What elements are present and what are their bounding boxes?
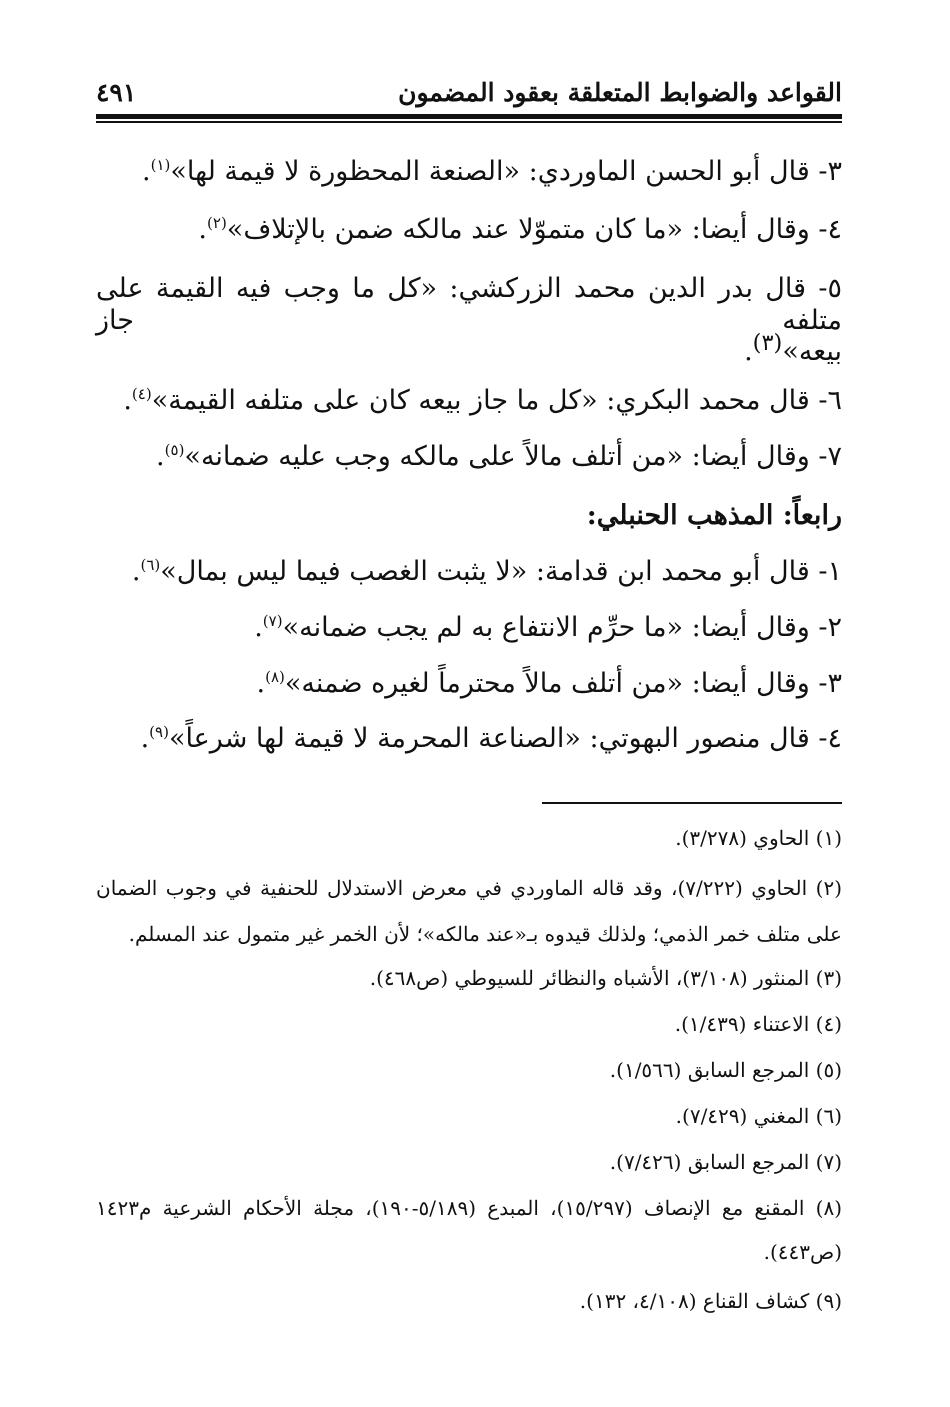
footnote: (٩) كشاف القناع (٤/١٠٨، ١٣٢).	[579, 1289, 842, 1313]
footnote: (١) الحاوي (٣/٢٧٨).	[675, 826, 842, 850]
page-header	[96, 74, 842, 110]
footnote: (٤) الاعتناء (١/٤٣٩).	[674, 1012, 842, 1036]
quote-line: ١- قال أبو محمد ابن قدامة: «لا يثبت الغصب فيما ليس بمال»$^{(٦)}$.	[131, 556, 842, 587]
header-rule-thick	[96, 114, 842, 119]
footnote-ref: (٤)	[131, 385, 152, 403]
footnote-continuation: على متلف خمر الذمي؛ ولذلك قيدوه بـ«عند مالكه»؛ لأن الخمر غير متمول عند المسلم.	[128, 922, 842, 946]
quote-line: ٣- قال أبو الحسن الماوردي: «الصنعة المحظورة لا قيمة لها»$^{(١)}$.	[142, 156, 842, 187]
page-number: ٤٩١	[96, 77, 137, 107]
footnote: (٥) المرجع السابق (١/٥٦٦).	[609, 1058, 842, 1082]
section-heading: رابعاً: المذهب الحنبلي:	[586, 500, 842, 531]
footnote-ref: (٢)	[207, 214, 227, 232]
quote-line-continuation: بيعه»$^{(٣)}$.	[744, 330, 842, 367]
quote-line: ٧- وقال أيضا: «من أتلف مالاً على مالكه وجب عليه ضمانه»$^{(٥)}$.	[156, 441, 842, 472]
footnote-ref: (١)	[150, 156, 171, 174]
footnote: (٣) المنثور (٣/١٠٨)، الأشباه والنظائر للسيوطي (ص٤٦٨).	[369, 966, 842, 990]
header-rule-thin	[96, 121, 842, 123]
footnote-ref: (٦)	[140, 556, 161, 574]
quote-line: ٥- قال بدر الدين محمد الزركشي: «كل ما وجب فيه القيمة على متلفه جاز	[96, 273, 842, 337]
footnote: (٧) المرجع السابق (٧/٤٢٦).	[609, 1150, 842, 1174]
footnote-ref: (٣)	[752, 330, 783, 356]
footnote: (٢) الحاوي (٧/٢٢٢)، وقد قاله الماوردي في معرض الاستدلال للحنفية في وجوب الضمان	[96, 876, 842, 900]
quote-line: ٢- وقال أيضا: «ما حرِّم الانتفاع به لم يجب ضمانه»$^{(٧)}$.	[254, 612, 842, 643]
footnote-separator	[542, 802, 842, 804]
quote-line: ٤- وقال أيضا: «ما كان متموّلا عند مالكه ضمن بالإتلاف»$^{(٢)}$.	[198, 214, 842, 245]
footnote-ref: (٥)	[164, 441, 185, 459]
running-title: القواعد والضوابط المتعلقة بعقود المضمون	[398, 77, 842, 107]
quote-line: ٤- قال منصور البهوتي: «الصناعة المحرمة لا قيمة لها شرعاً»$^{(٩)}$.	[140, 723, 842, 754]
footnote-ref: (٩)	[149, 723, 169, 741]
quote-line: ٦- قال محمد البكري: «كل ما جاز بيعه كان على متلفه القيمة»$^{(٤)}$.	[123, 385, 842, 416]
quote-line: ٣- وقال أيضا: «من أتلف مالاً محترماً لغيره ضمنه»$^{(٨)}$.	[256, 668, 842, 699]
footnote-ref: (٨)	[265, 668, 285, 686]
footnote-continuation: (ص٤٤٣).	[763, 1240, 842, 1264]
footnote-ref: (٧)	[262, 612, 283, 630]
footnote: (٨) المقنع مع الإنصاف (١٥/٢٩٧)، المبدع (٥/١٨٩-١٩٠)، مجلة الأحكام الشرعية م١٤٢٣	[96, 1196, 842, 1220]
footnote: (٦) المغني (٧/٤٢٩).	[675, 1104, 842, 1128]
